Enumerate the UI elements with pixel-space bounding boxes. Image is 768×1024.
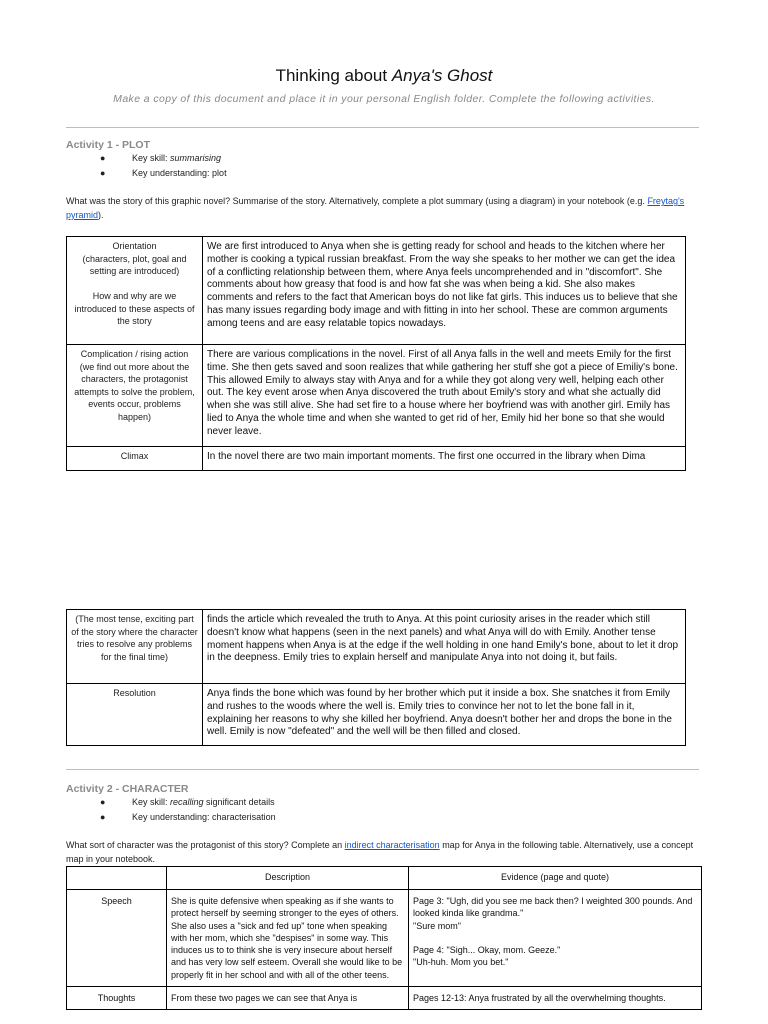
activity-1-intro <box>66 194 702 222</box>
plot-table <box>66 236 686 471</box>
bullet-marker: ● <box>100 797 106 807</box>
document-title <box>0 66 768 86</box>
characterisation-link[interactable]: indirect characterisation <box>344 840 440 850</box>
header-cell: Evidence (page and quote) <box>409 867 702 890</box>
row-evidence: Pages 12-13: Anya frustrated by all the overwhelming thoughts. <box>409 987 702 1010</box>
row-text: In the novel there are two main important moments. The first one occurred in the library when Dima <box>203 447 686 471</box>
table-row <box>67 987 702 1010</box>
bullet-label: Key understanding: characterisation <box>132 812 276 822</box>
row-label: Complication / rising action (we find out more about the characters, the protagonist attempts to solve the problem, events occur, problems happen) <box>67 345 203 447</box>
freytag-link[interactable]: Freytag's pyramid <box>66 196 685 220</box>
table-row <box>67 345 686 447</box>
activity-2-bullets <box>100 797 276 827</box>
table-row <box>67 610 686 684</box>
activity-2-intro <box>66 838 702 866</box>
bullet-label: Key skill: <box>132 797 171 807</box>
row-label: Thoughts <box>67 987 167 1010</box>
bullet-marker: ● <box>100 153 106 163</box>
plot-table-continued <box>66 609 686 746</box>
row-label: Speech <box>67 890 167 987</box>
activity-2-heading: Activity 2 - CHARACTER <box>66 783 189 795</box>
characterisation-table <box>66 866 702 1010</box>
document-subtitle: Make a copy of this document and place it in your personal English folder. Complete the following activities. <box>113 93 655 105</box>
title-italic: Anya's Ghost <box>391 66 493 85</box>
bullet-suffix: significant details <box>203 797 275 807</box>
activity-1-heading: Activity 1 - PLOT <box>66 139 151 151</box>
table-row <box>67 447 686 471</box>
divider <box>66 127 699 128</box>
divider <box>66 769 699 770</box>
title-prefix: Thinking about <box>275 66 392 85</box>
row-label: Orientation (characters, plot, goal and setting are introduced) How and why are we introduced to these aspects of the story <box>67 237 203 345</box>
bullet-italic: summarising <box>170 153 222 163</box>
row-text: We are first introduced to Anya when she is getting ready for school and heads to the kitchen where her mother is cooking a typical russian breakfast. From the way she speaks to her mother we can get the idea of a conflicting relationship between them, where Anya feels uncomprehended and in "discomfort". She comments about how greasy that food is and how fat she was when being a kid. She also makes comments and refers to the fact that American boys do not like fat girls. This induces us to believe that she has many issues regarding body image and with fitting in into her school. These are common arguments among teens and are easy relatable topics nowadays. <box>203 237 686 345</box>
bullet-marker: ● <box>100 168 106 178</box>
table-header-row <box>67 867 702 890</box>
bullet-item <box>100 153 227 168</box>
bullet-label: Key understanding: plot <box>132 168 227 178</box>
bullet-item <box>100 168 227 183</box>
table-row <box>67 684 686 746</box>
row-description: She is quite defensive when speaking as if she wants to protect herself by seeming stronger to the eyes of others. She also uses a "sick and fed up" tone when speaking with her mom, which she "despises" in some way. This induces us to to think she is very insecure about herself and has very low self esteem. Overall she would like to be properly fit in her school and with all of the other teens. <box>167 890 409 987</box>
header-cell <box>67 867 167 890</box>
row-text: Anya finds the bone which was found by her brother which put it inside a box. She snatches it from Emily and rushes to the woods where the well is. Emily tries to convince her not to let the bone fall in it, explaining her reasons to why she killed her boyfriend. Anya doesn't bother her and drops the bone in the well. Emily is now "defeated" and the well will be then filled and closed. <box>203 684 686 746</box>
table-row <box>67 237 686 345</box>
row-label: Climax <box>67 447 203 471</box>
row-description: From these two pages we can see that Anya is <box>167 987 409 1010</box>
row-label: (The most tense, exciting part of the story where the character tries to resolve any problems for the final time) <box>67 610 203 684</box>
bullet-item <box>100 797 276 812</box>
intro-text: What sort of character was the protagonist of this story? Complete an <box>66 840 345 850</box>
bullet-item <box>100 812 276 827</box>
table-row <box>67 890 702 987</box>
row-text: finds the article which revealed the truth to Anya. At this point curiosity arises in the reader which still doesn't know what happens (seen in the next panels) and what Anya will do with Emily. Another tense moment happens when Anya is at the edge if the well holding in one hand Emily's bone, about to let it drop in the deepness. Emily tries to explain herself and manipulate Anya into not doing it, but fails. <box>203 610 686 684</box>
intro-end: ). <box>98 210 104 220</box>
bullet-marker: ● <box>100 812 106 822</box>
header-cell: Description <box>167 867 409 890</box>
bullet-label: Key skill: <box>132 153 171 163</box>
bullet-italic: recalling <box>170 797 204 807</box>
intro-text: What was the story of this graphic novel? Summarise of the story. Alternatively, complete a plot summary (using a diagram) in your notebook (e.g. <box>66 196 648 206</box>
row-text: There are various complications in the novel. First of all Anya falls in the well and meets Emily for the first time. She then gets saved and soon realizes that while gathering her stuff she got a piece of Emiliy's bone. This allowed Emily to always stay with Anya and for a while they got along very well, helping each other out. The key event arose when Anya discovered the truth about Emily's story and what she actually did when she was still alive. She had set fire to a house where her boyfriend was with another girl. Emily has lied to Anya the whole time and when she wanted to get rid of her, Emily hid her bone so that she would never leave. <box>203 345 686 447</box>
row-evidence: Page 3: "Ugh, did you see me back then? I weighted 300 pounds. And looked kinda like grandma." "Sure mom" Page 4: "Sigh... Okay, mom. Geeze." "Uh-huh. Mom you bet." <box>409 890 702 987</box>
row-label: Resolution <box>67 684 203 746</box>
intro-end: map for Anya in the following table. Alternatively, use a concept map in your notebook. <box>66 840 694 864</box>
activity-1-bullets <box>100 153 227 183</box>
